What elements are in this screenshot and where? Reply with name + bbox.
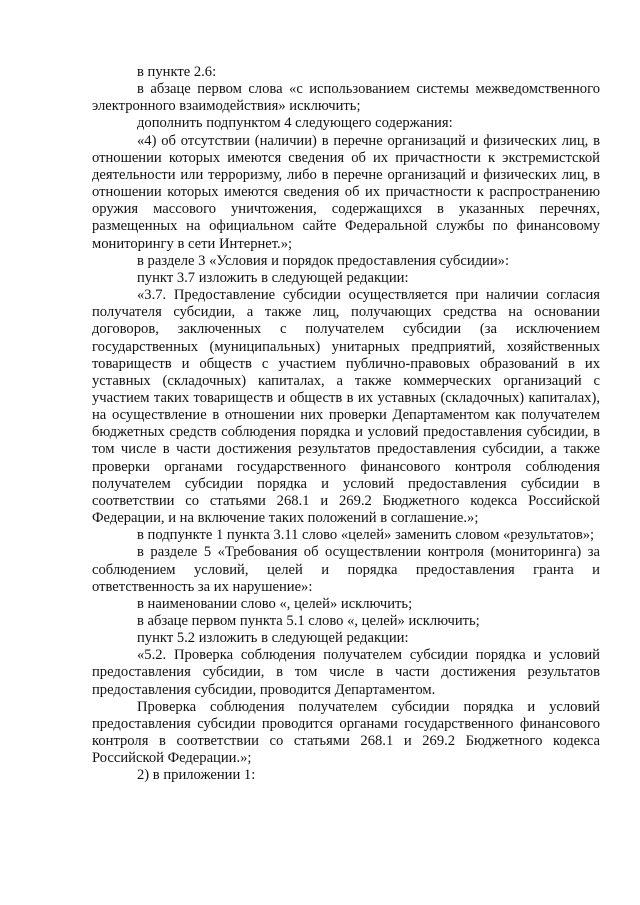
paragraph: в подпункте 1 пункта 3.11 слово «целей» заменить словом «результатов»; bbox=[137, 527, 595, 544]
paragraph: «4) об отсутствии (наличии) в перечне организаций и физических лиц, в отношении которых имеются сведения об их причастности к экстремистской деятельности или терроризму, либо в перечне организаций и физических лиц, в отношении которых имеются сведения об их причастности к распространению оружия массового уничтожения, содержащихся в указанных перечнях, размещенных на официальном сайте Федеральной службы по финансовому мониторингу в сети Интернет.»; bbox=[92, 132, 600, 252]
paragraph: в разделе 3 «Условия и порядок предоставления субсидии»: bbox=[137, 252, 510, 269]
paragraph: в наименовании слово «, целей» исключить; bbox=[137, 595, 413, 612]
document-page bbox=[92, 64, 600, 785]
paragraph: в разделе 5 «Требования об осуществлении контроля (мониторинга) за соблюдением условий, целей и порядка предоставления гранта и ответственность за их нарушение»: bbox=[92, 544, 600, 595]
paragraph: пункт 5.2 изложить в следующей редакции: bbox=[137, 630, 409, 647]
paragraph: в пункте 2.6: bbox=[137, 64, 217, 80]
paragraph: Проверка соблюдения получателем субсидии порядка и условий предоставления субсидии проводится органами государственного финансового контроля в соответствии со статьями 268.1 и 269.2 Бюджетного кодекса Российской Федерации.»; bbox=[92, 698, 600, 767]
paragraph: в абзаце первом пункта 5.1 слово «, целей» исключить; bbox=[137, 613, 480, 629]
paragraph: пункт 3.7 изложить в следующей редакции: bbox=[137, 269, 409, 286]
paragraph: 2) в приложении 1: bbox=[137, 767, 256, 784]
paragraph: «5.2. Проверка соблюдения получателем субсидии порядка и условий предоставления субсидии, в том числе в части достижения результатов предоставления субсидии, проводится Департаментом. bbox=[92, 647, 600, 698]
paragraph: «3.7. Предоставление субсидии осуществляется при наличии согласия получателя субсидии, а также лиц, получающих средства на основании договоров, заключенных с получателем субсидии (за исключением государственных (муниципальных) унитарных предприятий, хозяйственных товариществ и обществ с участием публично-правовых образований в их уставных (складочных) капиталах, а также коммерческих организаций с участием таких товариществ и обществ в их уставных (складочных) капиталах), на осуществление в отношении них проверки Департаментом как получателем бюджетных средств соблюдения порядка и условий предоставления субсидии, в том числе в части достижения результатов предоставления субсидии, а также проверки органами государственного финансового контроля соблюдения получателем субсидии порядка и условий предоставления субсидии в соответствии со статьями 268.1 и 269.2 Бюджетного кодекса Российской Федерации, и на включение таких положений в соглашение.»; bbox=[92, 287, 600, 527]
paragraph: в абзаце первом слова «с использованием системы межведомственного электронного взаимодействия» исключить; bbox=[92, 81, 600, 115]
paragraph: дополнить подпунктом 4 следующего содержания: bbox=[137, 115, 453, 132]
